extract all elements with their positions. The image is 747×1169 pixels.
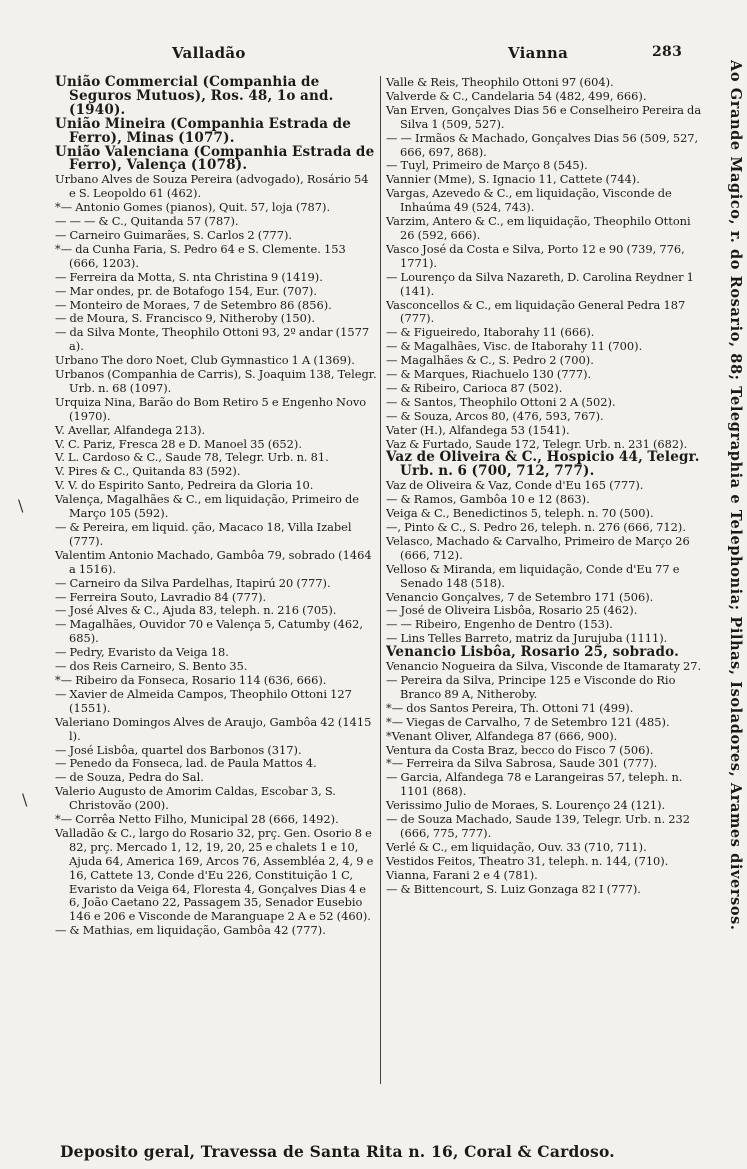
left-column-entry: União Commercial (Companhia de Seguros Mutuos), Ros. 48, 1o and. (1940). [55,74,334,118]
right-column-entry: — & Magalhães, Visc. de Itaborahy 11 (700). [386,339,643,354]
right-column-entry: Vasco José da Costa e Silva, Porto 12 e 90 (739, 776, 1771). [386,241,685,270]
right-column-entry: *— Ferreira da Silva Sabrosa, Saude 301 (777). [386,756,658,771]
left-column-entry: — Ferreira da Motta, S. nta Christina 9 (1419). [55,269,323,284]
left-column-entry: — Pedry, Evaristo da Veiga 18. [55,645,229,660]
left-column-entry: — Carneiro Guimarães, S. Carlos 2 (777). [55,227,293,242]
left-column-entry: V. V. do Espirito Santo, Pedreira da Gloria 10. [55,478,314,493]
margin-tick-mark: \ [18,496,24,515]
right-column-entry: Valle & Reis, Theophilo Ottoni 97 (604). [386,75,614,89]
right-column-entry: — de Souza Machado, Saude 139, Telegr. Urb. n. 232 (666, 775, 777). [386,812,690,840]
footer-advert: Deposito geral, Travessa de Santa Rita n. 16, Coral & Cardoso. [60,1142,615,1161]
left-column-entry: — José Lisbôa, quartel dos Barbonos (317). [55,742,302,757]
right-column-entry: Verlé & C., em liquidação, Ouv. 33 (710, 711). [386,839,647,854]
left-column-entry: Valerio Augusto de Amorim Caldas, Escobar 3, S. Christovão (200). [55,784,336,813]
left-column-entry: Valentim Antonio Machado, Gambôa 79, sobrado (1464 a 1516). [55,547,372,576]
left-column-entry: Urbano Alves de Souza Pereira (advogado), Rosário 54 e S. Leopoldo 61 (462). [55,172,369,201]
right-column-entry: — & Marques, Riachuelo 130 (777). [386,367,592,382]
left-column-entry: — Monteiro de Moraes, 7 de Setembro 86 (856). [55,297,332,312]
right-column-entry: — José de Oliveira Lisbôa, Rosario 25 (462). [386,603,638,618]
left-column-entry: — & Pereira, em liquid. ção, Macaco 18, Villa Izabel (777). [55,520,352,548]
left-column-entry: — dos Reis Carneiro, S. Bento 35. [55,659,248,674]
left-column-entry: V. L. Cardoso & C., Saude 78, Telegr. Urb. n. 81. [55,450,329,465]
left-column-entry: União Valenciana (Companhia Estrada de Ferro), Valença (1078). [55,143,375,174]
right-column-entry: Venancio Lisbôa, Rosario 25, sobrado. [386,644,679,661]
right-column-entry: Vasconcellos & C., em liquidação General Pedra 187 (777). [386,297,686,326]
right-column-entry: Vaz & Furtado, Saude 172, Telegr. Urb. n. 231 (682). [386,436,688,451]
right-column-entry: Vaz de Oliveira & Vaz, Conde d'Eu 165 (777). [386,478,644,493]
right-column-entry: *— dos Santos Pereira, Th. Ottoni 71 (499). [386,700,634,715]
running-head-left: Valladão [172,44,246,62]
left-column-entry: — Mar ondes, pr. de Botafogo 154, Eur. (707). [55,283,317,298]
right-column-entry: — — Ribeiro, Engenho de Dentro (153). [386,617,613,632]
right-column-entry: Vianna, Farani 2 e 4 (781). [386,867,538,882]
right-column-entry: — Magalhães & C., S. Pedro 2 (700). [386,353,594,368]
right-column-entry: Varzim, Antero & C., em liquidação, Theophilo Ottoni 26 (592, 666). [386,214,691,242]
left-column-entry: — Penedo da Fonseca, lad. de Paula Mattos 4. [55,756,317,771]
right-column-entry: Vargas, Azevedo & C., em liquidação, Visconde de Inhaúma 49 (524, 743). [386,186,672,215]
left-column-entry: — José Alves & C., Ajuda 83, teleph. n. 216 (705). [55,603,337,618]
right-column-entry: Vestidos Feitos, Theatro 31, teleph. n. 144, (710). [386,853,669,868]
right-column-entry: Ventura da Costa Braz, becco do Fisco 7 (506). [386,742,654,757]
left-column-entry: *— Antonio Gomes (pianos), Quit. 57, loja (787). [55,200,331,215]
right-column-entry: Venancio Gonçalves, 7 de Setembro 171 (506). [386,589,654,604]
right-column-entry: — — Irmãos & Machado, Gonçalves Dias 56 (509, 527, 666, 697, 868). [386,130,699,159]
left-column-entry: — Carneiro da Silva Pardelhas, Itapirú 20 (777). [55,575,331,590]
running-head-right: Vianna [508,44,569,62]
right-column-entry: Verissimo Julio de Moraes, S. Lourenço 24 (121). [386,798,666,813]
left-column-entry: — Ferreira Souto, Lavradio 84 (777). [55,589,267,604]
right-column-entry: — Garcia, Alfandega 78 e Larangeiras 57, teleph. n. 1101 (868). [386,770,683,799]
right-column-entry: Veiga & C., Benedictinos 5, teleph. n. 70 (500). [386,506,654,521]
column-divider [380,76,381,1084]
left-column-entry: — Xavier de Almeida Campos, Theophilo Ottoni 127 (1551). [55,686,352,715]
right-column-entry: — & Ribeiro, Carioca 87 (502). [386,380,563,395]
left-column-entry: *— Ribeiro da Fonseca, Rosario 114 (636, 666). [55,672,327,687]
right-column-entry: Venancio Nogueira da Silva, Visconde de Itamaraty 27. [386,659,702,674]
right-column-entry: — Lourenço da Silva Nazareth, D. Carolina Reydner 1 (141). [386,269,694,298]
left-column-entry: — Magalhães, Ouvidor 70 e Valença 5, Catumby (462, 685). [55,617,363,646]
right-column-entry: — & Santos, Theophilo Ottoni 2 A (502). [386,394,616,409]
margin-tick-mark: \ [22,790,28,809]
left-column-entry: — da Silva Monte, Theophilo Ottoni 93, 2º andar (1577 a). [55,325,370,354]
left-column-entry: V. Avellar, Alfandega 213). [55,422,206,437]
left-column-entry: — de Souza, Pedra do Sal. [55,770,204,785]
right-column-entry: — & Figueiredo, Itaborahy 11 (666). [386,325,595,340]
left-column-entry: — & Mathias, em liquidação, Gambôa 42 (777). [55,923,326,938]
left-column-entry: *— Corrêa Netto Filho, Municipal 28 (666, 1492). [55,812,339,827]
right-column-entry: Vater (H.), Alfandega 53 (1541). [386,422,570,437]
side-advertisement: Ao Grande Magico, r. do Rosario, 88; Telegraphia e Telephonia; Pilhas, Isoladores, Arames diversos. [727,60,744,931]
right-column-entry: *— Viegas de Carvalho, 7 de Setembro 121 (485). [386,714,670,729]
right-column-entry: Velasco, Machado & Carvalho, Primeiro de Março 26 (666, 712). [386,533,690,562]
right-column-entry: Van Erven, Gonçalves Dias 56 e Conselheiro Pereira da Silva 1 (509, 527). [386,102,702,131]
right-column-entry: Valverde & C., Candelaria 54 (482, 499, 666). [386,88,647,103]
right-column-entry: Vannier (Mme), S. Ignacio 11, Cattete (744). [386,172,640,187]
left-column [55,76,377,938]
right-column-entry: Vaz de Oliveira & C., Hospicio 44, Telegr. Urb. n. 6 (700, 712, 777). [386,449,700,480]
right-column-entry: *Venant Oliver, Alfandega 87 (666, 900). [386,728,618,743]
left-column-entry: — — — & C., Quitanda 57 (787). [55,214,239,229]
left-column-entry: Urquiza Nina, Barão do Bom Retiro 5 e Engenho Novo (1970). [55,394,367,423]
left-column-entry: Urbanos (Companhia de Carris), S. Joaquim 138, Telegr. Urb. n. 68 (1097). [55,367,377,395]
left-column-entry: Valença, Magalhães & C., em liquidação, Primeiro de Março 105 (592). [55,492,360,521]
left-column-entry: V. Pires & C., Quitanda 83 (592). [55,464,241,479]
left-column-entry: Valeriano Domingos Alves de Araujo, Gambôa 42 (1415 l). [55,714,372,743]
left-column-entry: União Mineira (Companhia Estrada de Ferro), Minas (1077). [55,115,352,146]
left-column-entry: V. C. Pariz, Fresca 28 e D. Manoel 35 (652). [55,436,302,451]
left-column-entry: *— da Cunha Faria, S. Pedro 64 e S. Clemente. 153 (666, 1203). [55,241,346,270]
right-column-entry: — & Souza, Arcos 80, (476, 593, 767). [386,408,604,423]
left-column-entry: Valladão & C., largo do Rosario 32, prç. Gen. Osorio 8 e 82, prç. Mercado 1, 12, 19, 20, 25 e chalets 1 e 10, Ajuda 64, America 169, Arcos 76, Assembléa 2, 4, 9 e 16, Cattete 13, Conde d'Eu 226, Constituição 1 C, Evaristo da Veiga 64, Floresta 4, Gonçalves Dias 4 e 6, João Caetano 22, Passagem 35, Senador Eusebio 146 e 206 e Visconde de Maranguape 2 A e 52 (460). [55,825,374,924]
right-column-entry: — & Ramos, Gambôa 10 e 12 (863). [386,492,590,507]
right-column-entry: — Tuyl, Primeiro de Março 8 (545). [386,158,588,173]
right-column [386,76,704,896]
page-number: 283 [652,44,683,60]
left-column-entry: Urbano The doro Noet, Club Gymnastico 1 A (1369). [55,353,355,368]
right-column-entry: — & Bittencourt, S. Luiz Gonzaga 82 I (777). [386,881,641,896]
right-column-entry: Velloso & Miranda, em liquidação, Conde d'Eu 77 e Senado 148 (518). [386,561,680,590]
left-column-entry: — de Moura, S. Francisco 9, Nitheroby (150). [55,311,315,326]
right-column-entry: — Pereira da Silva, Principe 125 e Visconde do Rio Branco 89 A, Nitheroby. [386,672,676,701]
right-column-entry: — Lins Telles Barreto, matriz da Jurujuba (1111). [386,631,668,646]
right-column-entry: —, Pinto & C., S. Pedro 26, teleph. n. 276 (666, 712). [386,520,686,534]
